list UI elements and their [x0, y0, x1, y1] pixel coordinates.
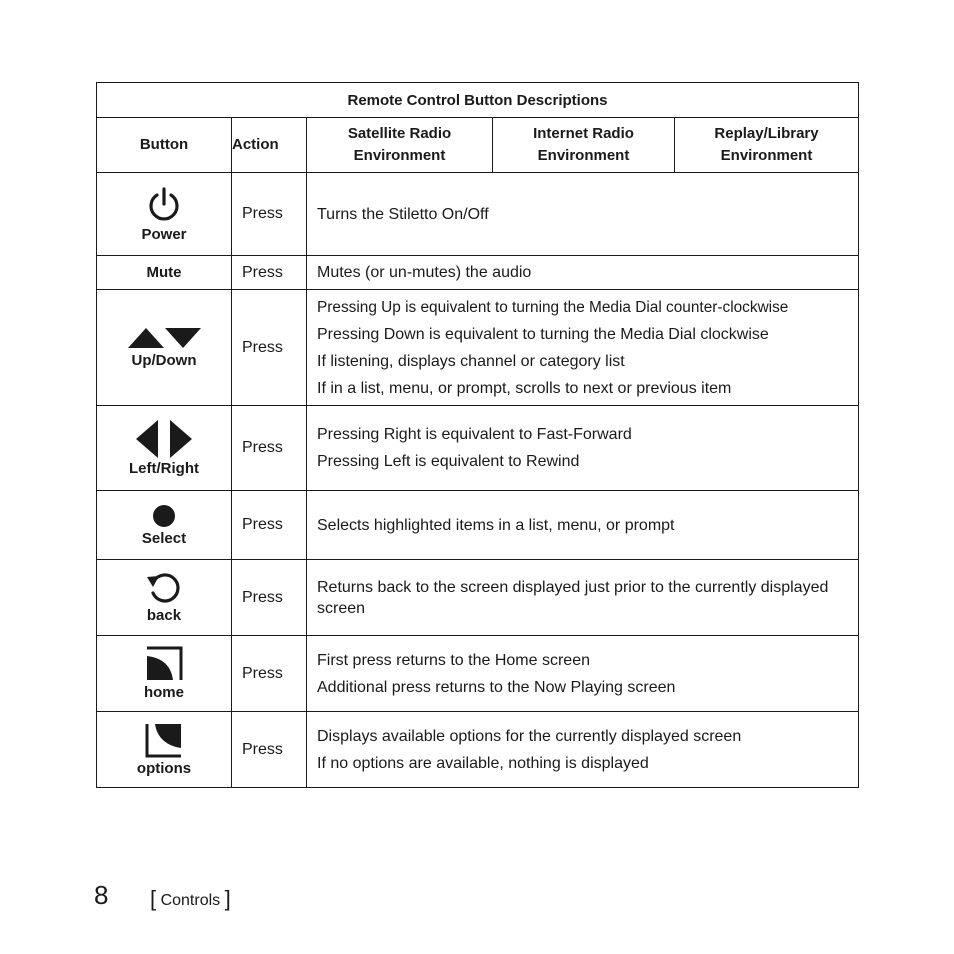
- description-line: First press returns to the Home screen: [317, 651, 590, 669]
- button-cell: [97, 560, 232, 636]
- description-line: Returns back to the screen displayed just prior to the currently displayed screen: [317, 578, 829, 617]
- description-cell: [307, 173, 859, 256]
- page-number: 8: [94, 880, 109, 910]
- header-replay: Replay/Library Environment: [675, 118, 859, 173]
- left-right-triangles-icon: [136, 420, 192, 458]
- button-label: back: [146, 607, 182, 624]
- bracket-open: [: [150, 886, 157, 911]
- table-row: [97, 636, 859, 712]
- button-label: Select: [141, 529, 187, 547]
- table-row: [97, 290, 859, 406]
- remote-control-table: [96, 82, 859, 788]
- table-row: [97, 173, 859, 256]
- power-icon: [146, 186, 182, 224]
- description-line: If listening, displays channel or category list: [317, 352, 625, 370]
- description-cell: [307, 491, 859, 560]
- options-icon: [145, 722, 183, 758]
- description-line: Additional press returns to the Now Playing screen: [317, 678, 676, 696]
- table-row: [97, 256, 859, 290]
- description-line: If no options are available, nothing is displayed: [317, 754, 649, 772]
- back-arrow-icon: [145, 571, 183, 605]
- description-line: Pressing Right is equivalent to Fast-Forward: [317, 426, 632, 443]
- table-row: [97, 560, 859, 636]
- description-line: Mutes (or un-mutes) the audio: [317, 264, 532, 281]
- description-line: If in a list, menu, or prompt, scrolls to next or previous item: [317, 379, 732, 397]
- button-label: Mute: [146, 264, 182, 281]
- button-label: options: [136, 760, 192, 777]
- action-cell: Press: [232, 173, 307, 256]
- description-line: Displays available options for the currently displayed screen: [317, 727, 742, 745]
- action-cell: Press: [232, 290, 307, 406]
- action-cell: Press: [232, 491, 307, 560]
- table-row: [97, 406, 859, 491]
- header-button: Button: [97, 118, 232, 173]
- header-satellite: Satellite Radio Environment: [307, 118, 493, 173]
- action-cell: Press: [232, 406, 307, 491]
- table-row: [97, 491, 859, 560]
- action-cell: Press: [232, 636, 307, 712]
- section-label: [150, 885, 231, 911]
- action-cell: Press: [232, 712, 307, 788]
- description-line: Pressing Up is equivalent to turning the Media Dial counter-clockwise: [317, 298, 789, 316]
- bracket-close: ]: [224, 886, 231, 911]
- button-label: Power: [141, 225, 187, 243]
- action-cell: Press: [232, 560, 307, 636]
- description-cell: [307, 636, 859, 712]
- action-cell: Press: [232, 256, 307, 290]
- description-cell: [307, 560, 859, 636]
- button-label: Left/Right: [129, 459, 199, 477]
- description-cell: [307, 406, 859, 491]
- description-line: Selects highlighted items in a list, menu, or prompt: [317, 516, 675, 534]
- table-row: [97, 712, 859, 788]
- button-cell: [97, 406, 232, 491]
- description-cell: [307, 290, 859, 406]
- select-dot-icon: [152, 504, 176, 528]
- section-name: Controls: [160, 892, 221, 909]
- home-icon: [145, 646, 183, 682]
- description-cell: [307, 712, 859, 788]
- button-cell: [97, 173, 232, 256]
- description-line: Turns the Stiletto On/Off: [317, 205, 489, 223]
- description-line: Pressing Down is equivalent to turning the Media Dial clockwise: [317, 325, 769, 343]
- button-cell: [97, 290, 232, 406]
- header-action: Action: [232, 118, 307, 173]
- description-line: Pressing Left is equivalent to Rewind: [317, 453, 580, 470]
- description-cell: [307, 256, 859, 290]
- up-down-triangles-icon: [127, 326, 201, 350]
- button-label: Up/Down: [131, 352, 197, 369]
- header-internet: Internet Radio Environment: [493, 118, 675, 173]
- button-cell: [97, 256, 232, 290]
- button-cell: [97, 491, 232, 560]
- button-cell: [97, 636, 232, 712]
- table-caption: Remote Control Button Descriptions: [97, 83, 859, 118]
- button-cell: [97, 712, 232, 788]
- button-label: home: [143, 684, 184, 701]
